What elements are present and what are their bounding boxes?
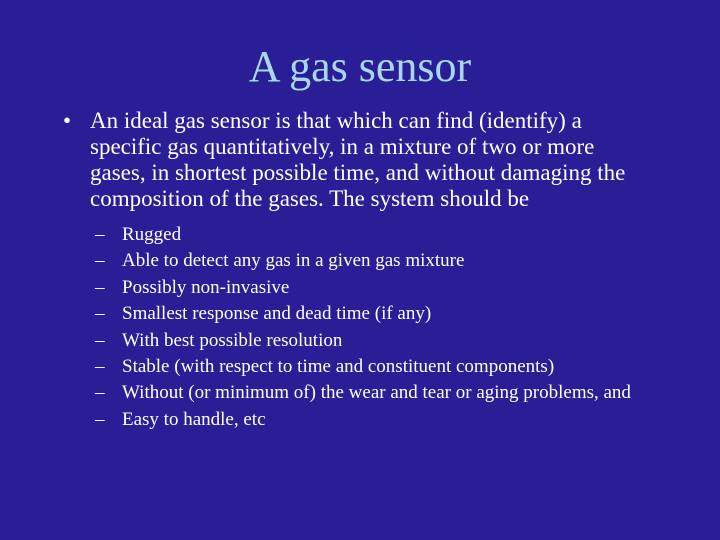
list-item — [95, 380, 700, 406]
list-item-label: With best possible resolution — [122, 329, 343, 351]
dash-icon: – — [95, 382, 105, 404]
main-bullet-line: specific gas quantitatively, in a mixture of two or more — [90, 134, 595, 159]
list-item — [95, 328, 700, 354]
dash-icon: – — [95, 276, 105, 298]
list-item-label: Rugged — [122, 224, 182, 245]
list-item-label: Stable (with respect to time and constituent components) — [122, 355, 555, 377]
dash-icon: – — [95, 329, 105, 351]
list-item — [95, 248, 700, 274]
list-item-label: Without (or minimum of) the wear and tear or aging problems, and — [122, 382, 631, 404]
main-bullet-text — [90, 108, 690, 212]
list-item — [95, 354, 700, 380]
dash-icon: – — [95, 408, 105, 430]
list-item — [95, 301, 700, 327]
list-item — [95, 275, 700, 301]
list-item-label: Smallest response and dead time (if any) — [122, 303, 432, 325]
list-item-label: Able to detect any gas in a given gas mixture — [122, 250, 465, 272]
list-item — [95, 407, 700, 433]
list-item-label: Easy to handle, etc — [122, 408, 266, 430]
main-bullet-line: gases, in shortest possible time, and without damaging the — [90, 160, 626, 185]
main-bullet-line: An ideal gas sensor is that which can find (identify) a — [90, 108, 582, 133]
dash-icon: – — [95, 250, 105, 272]
sub-bullet-list — [95, 222, 700, 433]
list-item — [95, 222, 700, 248]
main-bullet-line: composition of the gases. The system should be — [90, 186, 530, 211]
dash-icon: – — [95, 224, 105, 245]
list-item-label: Possibly non-invasive — [122, 276, 290, 298]
bullet-icon: • — [63, 108, 72, 133]
dash-icon: – — [95, 303, 105, 325]
dash-icon: – — [95, 355, 105, 377]
main-bullet — [63, 108, 690, 212]
slide-title: A gas sensor — [248, 42, 472, 91]
